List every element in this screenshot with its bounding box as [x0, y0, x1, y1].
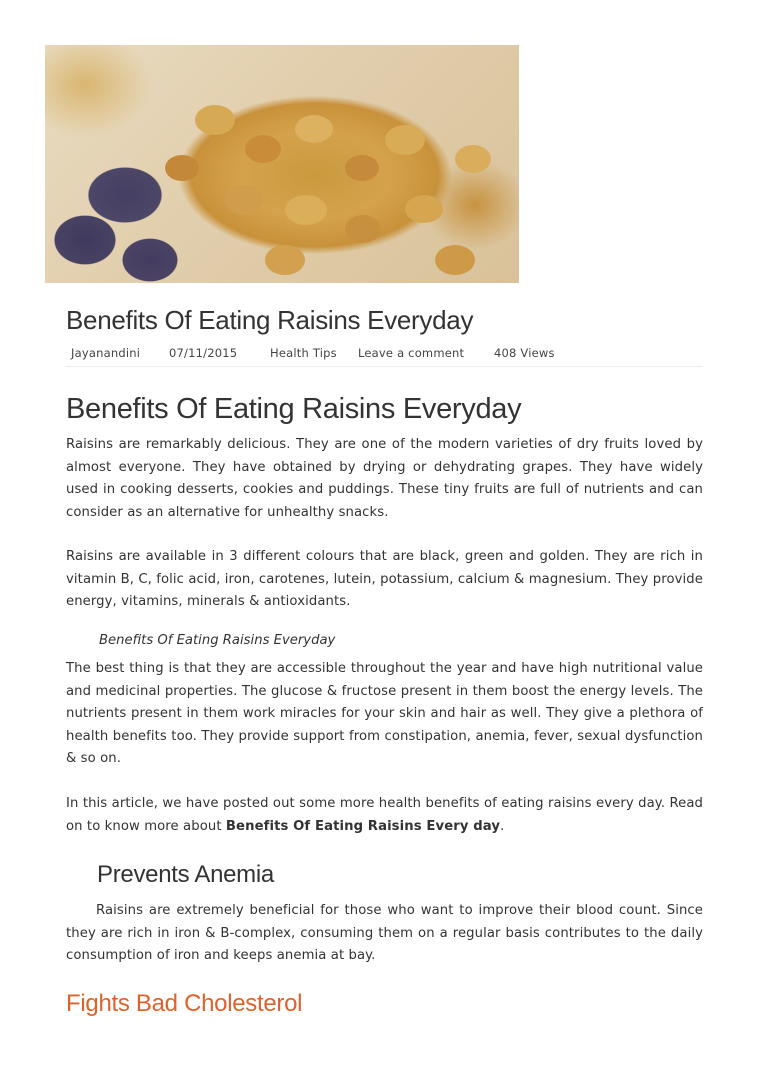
- category-link[interactable]: Health Tips: [270, 346, 337, 360]
- intro-end: .: [500, 818, 505, 834]
- paragraph-intro: Raisins are remarkably delicious. They are one of the modern varieties of dry fruits loved by almost everyone. They have obtained by drying or dehydrating grapes. They have widely used in cooking desserts, cookies and puddings. These tiny fruits are full of nutrients and can consider as an alternative for unhealthy snacks.: [66, 437, 703, 520]
- image-caption: Benefits Of Eating Raisins Everyday: [99, 633, 336, 648]
- hero-image: [45, 45, 519, 283]
- section-body-text: Raisins are extremely beneficial for those who want to improve their blood count. Since they are rich in iron & B-complex, consuming them on a regular basis contributes to the daily consumption of iron and keeps anemia at bay.: [66, 903, 703, 963]
- section-body-prevents-anemia: [66, 900, 703, 968]
- article-title: Benefits Of Eating Raisins Everyday: [66, 305, 474, 335]
- author-link[interactable]: Jayanandini: [71, 346, 141, 360]
- meta-divider: [65, 366, 703, 367]
- paragraph-colours: Raisins are available in 3 different colours that are black, green and golden. They are rich in vitamin B, C, folic acid, iron, carotenes, lutein, potassium, calcium & magnesium. They provide energy, vitamins, minerals & antioxidants.: [66, 549, 703, 609]
- intro-text: In this article, we have posted out some more health benefits of eating raisins every day. Read on to know more about: [66, 796, 703, 834]
- paragraph-article-intro: [66, 793, 703, 838]
- section-heading-prevents-anemia: Prevents Anemia: [97, 861, 274, 888]
- article-heading: Benefits Of Eating Raisins Everyday: [66, 393, 522, 425]
- leave-comment-link[interactable]: Leave a comment: [358, 346, 465, 360]
- post-date: 07/11/2015: [169, 346, 238, 360]
- section-heading-fights-bad-cholesterol: Fights Bad Cholesterol: [66, 990, 303, 1017]
- intro-bold-keyword: Benefits Of Eating Raisins Every day: [225, 818, 501, 834]
- paragraph-benefits: The best thing is that they are accessible throughout the year and have high nutritional value and medicinal properties. The glucose & fructose present in them boost the energy levels. The nutrients present in them work miracles for your skin and hair as well. They give a plethora of health benefits too. They provide support from constipation, anemia, fever, sexual dysfunction & so on.: [66, 661, 703, 766]
- view-count: 408 Views: [494, 346, 555, 360]
